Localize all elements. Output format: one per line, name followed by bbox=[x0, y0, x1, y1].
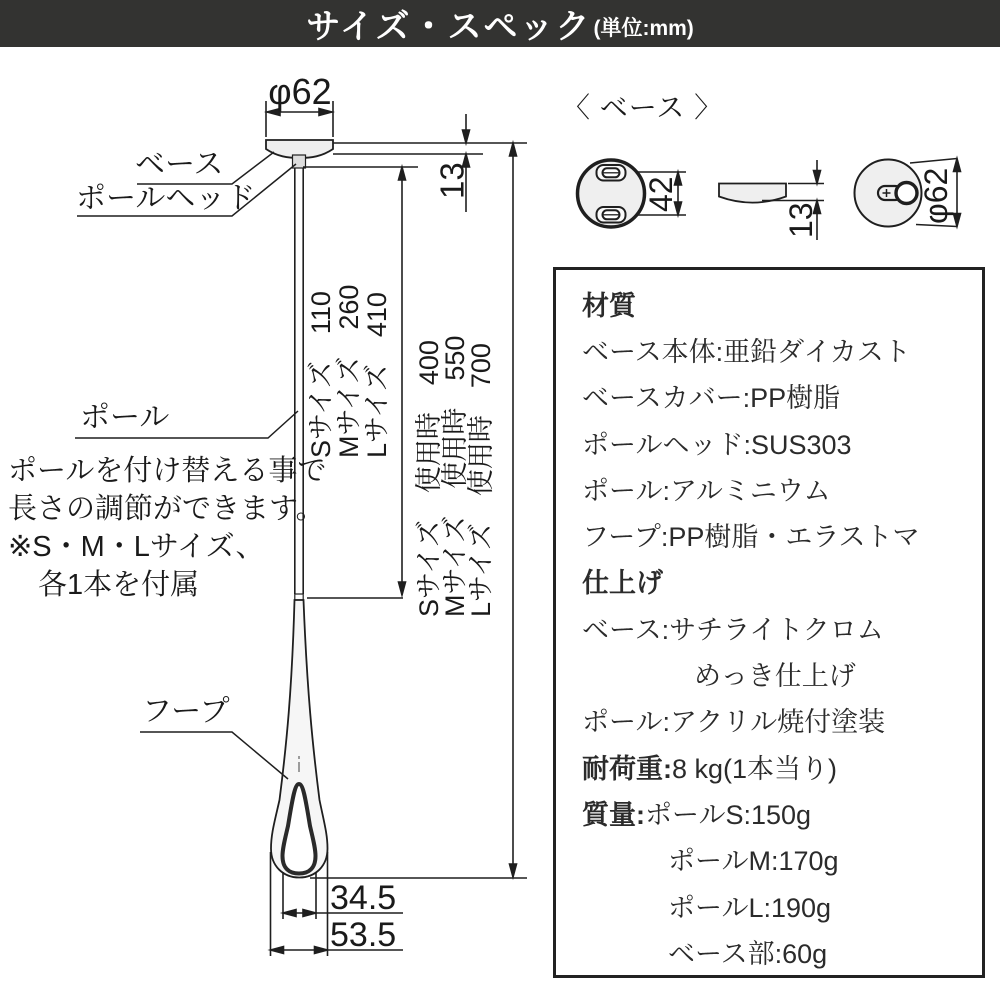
dim-diameter-bottom bbox=[954, 159, 961, 227]
dim-text-phi62-bottom: φ62 bbox=[918, 167, 954, 224]
label-hoop: フープ bbox=[142, 695, 230, 728]
spec-value: めっき仕上げ bbox=[694, 661, 856, 692]
dim-pole-length bbox=[399, 167, 406, 595]
spec-value: 8 kg(1本当り) bbox=[672, 753, 838, 784]
note-line: 各1本を付属 bbox=[38, 569, 200, 601]
note-line: 長さの調節ができます。 bbox=[8, 493, 325, 525]
spec-value: ベースカバー:PP樹脂 bbox=[582, 383, 841, 414]
dim-text-total-s: Sサイズ 使用時 400 bbox=[414, 340, 444, 617]
spec-row bbox=[582, 419, 982, 465]
spec-row bbox=[582, 604, 982, 650]
label-pole: ポール bbox=[80, 401, 170, 434]
hoop-shape bbox=[271, 600, 328, 878]
header-bar bbox=[0, 0, 1000, 47]
note-line: ポールを付け替える事で bbox=[8, 455, 327, 487]
spec-row bbox=[582, 928, 982, 974]
dim-text-total-m: Mサイズ 使用時 550 bbox=[440, 335, 470, 617]
base-views-title: 〈 ベース 〉 bbox=[562, 92, 724, 123]
note-line: ※S・M・Lサイズ、 bbox=[8, 531, 265, 563]
spec-value: ポール:アクリル焼付塗装 bbox=[582, 707, 886, 738]
spec-row bbox=[582, 373, 982, 419]
dim-text-42: 42 bbox=[643, 176, 679, 212]
dim-text-pole-s: Sサイズ 110 bbox=[306, 291, 336, 458]
dim-text-hoop-outer: 53.5 bbox=[330, 916, 397, 954]
spec-row bbox=[582, 558, 982, 604]
base-view-side bbox=[719, 184, 824, 203]
spec-row bbox=[582, 326, 982, 372]
pole-note bbox=[8, 452, 326, 604]
label-base: ベース bbox=[135, 148, 224, 181]
spec-value: ポールM:170g bbox=[668, 846, 839, 877]
spec-label: 仕上げ bbox=[582, 568, 663, 599]
dim-text-13-side: 13 bbox=[783, 202, 819, 238]
spec-row bbox=[582, 511, 982, 557]
spec-label: 材質 bbox=[582, 290, 636, 321]
dim-text-phi62-top: φ62 bbox=[268, 71, 332, 112]
spec-value: フープ:PP樹脂・エラストマ bbox=[582, 522, 920, 553]
dim-text-pole-m: Mサイズ 260 bbox=[334, 284, 364, 458]
spec-row bbox=[582, 743, 982, 789]
spec-row bbox=[582, 280, 982, 326]
spec-label: 質量: bbox=[582, 799, 645, 830]
spec-value: ポールヘッド:SUS303 bbox=[582, 429, 852, 460]
spec-value: ポールS:150g bbox=[645, 799, 812, 830]
dim-text-hoop-inner: 34.5 bbox=[330, 879, 397, 917]
spec-row bbox=[582, 882, 982, 928]
dim-text-pole-l: Lサイズ 410 bbox=[362, 292, 392, 458]
spec-row bbox=[582, 697, 982, 743]
spec-box bbox=[553, 267, 985, 978]
spec-value: ベース:サチライトクロム bbox=[582, 614, 884, 645]
spec-row bbox=[582, 465, 982, 511]
unit-note: (単位:mm) bbox=[593, 16, 694, 40]
label-pole-head: ポールヘッド bbox=[76, 182, 256, 215]
spec-value: ベース本体:亜鉛ダイカスト bbox=[582, 336, 911, 367]
dim-text-total-l: Lサイズ 使用時 700 bbox=[466, 343, 496, 617]
dim-total-length bbox=[510, 143, 517, 877]
spec-row bbox=[582, 836, 982, 882]
dim-text-13-left: 13 bbox=[433, 162, 471, 199]
spec-value: ポール:アルミニウム bbox=[582, 475, 831, 506]
spec-row bbox=[582, 650, 982, 696]
spec-row bbox=[582, 789, 982, 835]
spec-label: 耐荷重: bbox=[582, 753, 672, 784]
page-title: サイズ・スペック bbox=[306, 8, 592, 46]
spec-value: ベース部:60g bbox=[668, 938, 828, 969]
spec-value: ポールL:190g bbox=[668, 892, 832, 923]
